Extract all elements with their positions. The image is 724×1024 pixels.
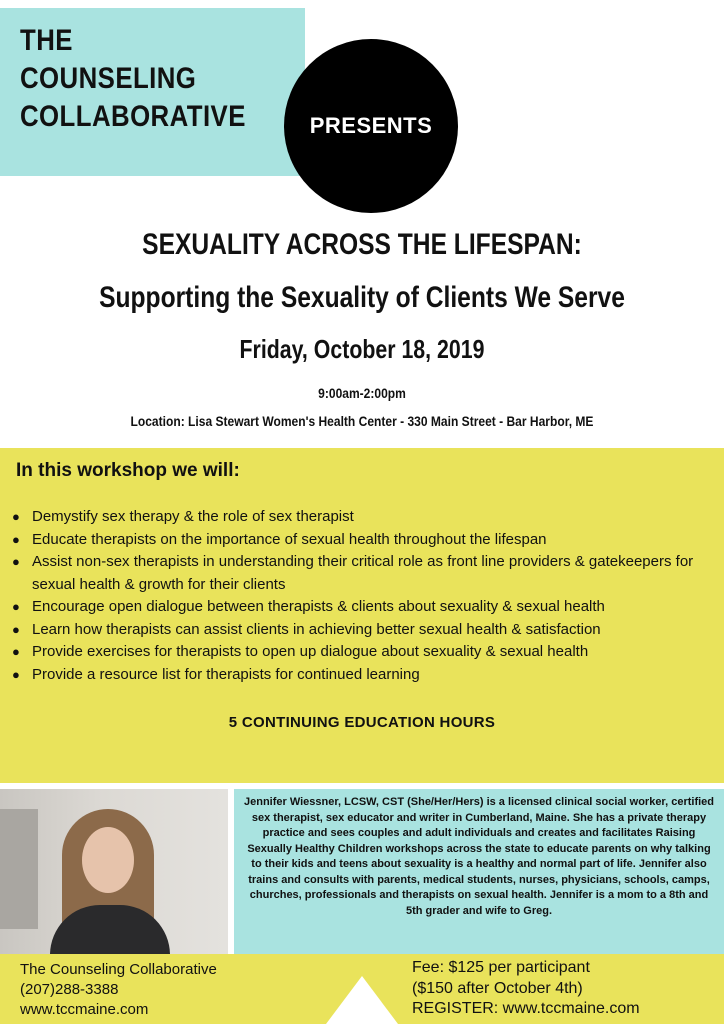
bullet-icon: ●: [12, 621, 20, 637]
list-item-text: Assist non-sex therapists in understanding their critical role as front line providers & gatekeepers for sexual health & growth for their clients: [32, 553, 694, 593]
list-item-text: Provide a resource list for therapists for continued learning: [32, 665, 420, 683]
list-item-text: Provide exercises for therapists to open up dialogue about sexuality & sexual health: [32, 643, 589, 660]
register-text: REGISTER: www.tccmaine.com: [412, 1000, 640, 1017]
presenter-photo: [0, 789, 228, 954]
org-name-line-3: COLLABORATIVE: [20, 100, 246, 133]
bullet-icon: ●: [12, 554, 20, 569]
bullet-icon: ●: [12, 531, 20, 547]
fee-text: Fee: $125 per participant: [412, 959, 590, 976]
workshop-goals-list: [12, 506, 724, 686]
photo-face-shape: [82, 827, 134, 893]
list-item: [12, 551, 724, 596]
continuing-education-hours: 5 CONTINUING EDUCATION HOURS: [228, 714, 496, 731]
contact-info: [20, 960, 217, 1020]
organization-name-box: [0, 8, 305, 176]
footer-org-name: The Counseling Collaborative: [20, 961, 217, 978]
list-item: [12, 664, 724, 687]
list-item: [12, 641, 724, 664]
bullet-icon: ●: [12, 599, 20, 614]
event-location: Location: Lisa Stewart Women's Health Center - 330 Main Street - Bar Harbor, ME: [130, 413, 594, 429]
footer-website: www.tccmaine.com: [20, 1001, 149, 1018]
bullet-icon: ●: [12, 509, 20, 524]
triangle-decoration: [326, 976, 398, 1024]
presents-circle: [284, 39, 458, 213]
workshop-section: [0, 448, 724, 783]
list-item: [12, 596, 724, 619]
list-item-text: Educate therapists on the importance of sexual health throughout the lifespan: [32, 530, 547, 548]
list-item-text: Demystify sex therapy & the role of sex therapist: [32, 508, 354, 525]
bullet-icon: ●: [12, 644, 20, 659]
photo-background-window: [0, 809, 38, 929]
org-name-line-2: COUNSELING: [20, 62, 197, 95]
event-subtitle: Supporting the Sexuality of Clients We Serve: [99, 281, 625, 314]
org-name-line-1: THE: [20, 24, 73, 57]
event-date: Friday, October 18, 2019: [239, 334, 485, 364]
presenter-bio: Jennifer Wiessner, LCSW, CST (She/Her/Hers) is a licensed clinical social worker, certified sex therapist, sex educator and writer in Cumberland, Maine. She has a private therapy practice and sees couples and adult individuals and creates and facilitates Raising Sexually Healthy Children workshops across the state to educate parents on why talking to their kids and teens about sexuality is a healthy and normal part of life. Jennifer also trains and consults with parents, medical students, nurses, physicians, schools, camps, churches, professionals and therapists on sexual health. Jennifer is a mom to a 8th and 5th grader and wife to Greg.: [243, 796, 715, 917]
workshop-heading: In this workshop we will:: [16, 460, 240, 481]
footer: [0, 954, 724, 1024]
list-item: [12, 506, 724, 529]
presenter-bio-box: [234, 789, 724, 954]
late-fee-text: ($150 after October 4th): [412, 979, 583, 997]
bullet-icon: ●: [12, 666, 20, 682]
presents-label: PRESENTS: [309, 113, 433, 138]
list-item: [12, 619, 724, 642]
list-item-text: Learn how therapists can assist clients in achieving better sexual health & satisfaction: [32, 620, 601, 638]
event-title: SEXUALITY ACROSS THE LIFESPAN:: [142, 228, 582, 261]
fee-info: [412, 958, 640, 1020]
list-item-text: Encourage open dialogue between therapists & clients about sexuality & sexual health: [32, 598, 605, 615]
event-time: 9:00am-2:00pm: [318, 385, 406, 401]
list-item: [12, 529, 724, 552]
footer-phone: (207)288-3388: [20, 981, 119, 998]
